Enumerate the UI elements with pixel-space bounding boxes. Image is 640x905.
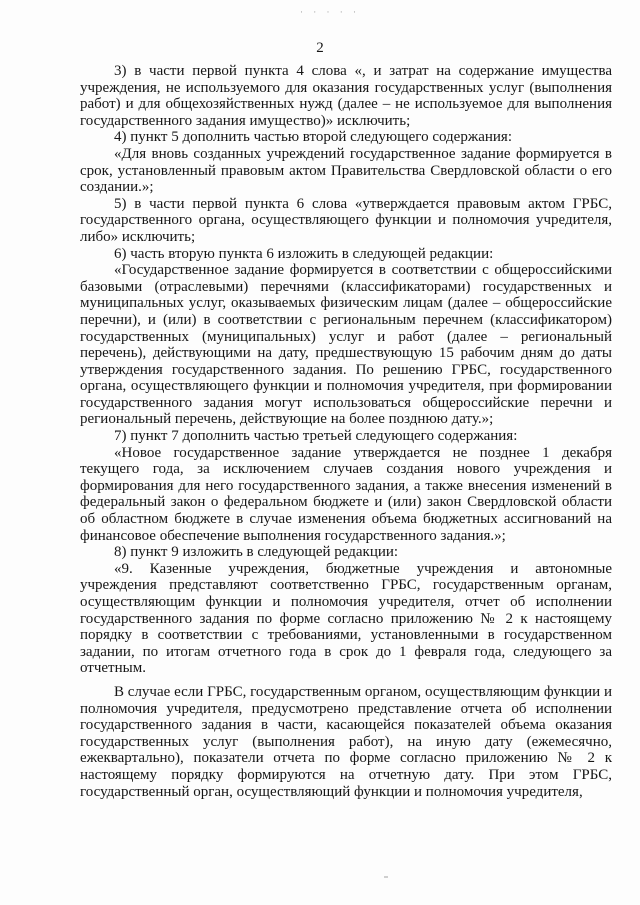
- document-body: [80, 63, 612, 800]
- paragraph-quote-item-4: «Для вновь созданных учреждений государственное задание формируется в срок, установленный правовым актом Правительства Свердловской области о его создании.»;: [80, 145, 612, 196]
- paragraph-item-8: 8) пункт 9 изложить в следующей редакции:: [114, 544, 399, 561]
- paragraph-item-7: 7) пункт 7 дополнить частью третьей следующего содержания:: [114, 428, 518, 445]
- paragraph-item-3: 3) в части первой пункта 4 слова «, и затрат на содержание имущества учреждения, не используемого для оказания государственных услуг (выполнения работ) и для общехозяйственных нужд (далее – не используемое для выполнения государственного задания имущество)» исключить;: [80, 63, 612, 129]
- paragraph-quote-item-7: «Новое государственное задание утверждается не позднее 1 декабря текущего года, за исключением случаев создания нового учреждения и формирования для него государственного задания, а также внесения изменений в федеральный закон о федеральном бюджете и (или) закон Свердловской области об областном бюджете в случае изменения объема бюджетных ассигнований на финансовое обеспечение выполнения государственного задания.»;: [80, 444, 612, 544]
- scan-artifact-marks: · · · · ·: [300, 7, 360, 17]
- paragraph-quote-item-6: «Государственное задание формируется в соответствии с общероссийскими базовыми (отраслевыми) перечнями (классификаторами) государственных и муниципальных услуг, оказываемых физическим лицам (далее – общероссийские перечни), и (или) в соответствии с региональным перечнем (классификатором) государственных (муниципальных) услуг и работ (далее – региональный перечень), действующими на дату, предшествующую 15 рабочим дням до даты утверждения государственного задания. По решению ГРБС, государственного органа, осуществляющего функции и полномочия учредителя, при формировании государственного задания могут использоваться общероссийские перечни и региональный перечень, действующие на более позднюю дату.»;: [80, 262, 612, 428]
- paragraph-point-9-part-2: В случае если ГРБС, государственным органом, осуществляющим функции и полномочия учредителя, предусмотрено представление отчета об исполнении государственного задания в части, касающейся показателей объема оказания государственных услуг (выполнения работ), на иную дату (ежемесячно, ежеквартально), показатели отчета по форме согласно приложению № 2 к настоящему порядку формируются на отчетную дату. При этом ГРБС, государственный орган, осуществляющий функции и полномочия учредителя,: [80, 683, 612, 800]
- paragraph-item-5: 5) в части первой пункта 6 слова «утверждается правовым актом ГРБС, государственного органа, осуществляющего функции и полномочия учредителя, либо» исключить;: [80, 195, 612, 245]
- paragraph-item-4: 4) пункт 5 дополнить частью второй следующего содержания:: [114, 129, 512, 146]
- page-number: 2: [316, 40, 324, 56]
- paragraph-quote-point-9: «9. Казенные учреждения, бюджетные учреждения и автономные учреждения представляют соответственно ГРБС, государственным органам, осуществляющим функции и полномочия учредителя, отчет об исполнении государственного задания по форме согласно приложению № 2 к настоящему порядку в соответствии с требованиями, установленными в государственном задании, по итогам отчетного года в срок до 1 февраля года, следующего за отчетным.: [80, 560, 612, 677]
- scan-artifact-dot: [384, 876, 388, 878]
- paragraph-item-6: 6) часть вторую пункта 6 изложить в следующей редакции:: [114, 245, 494, 262]
